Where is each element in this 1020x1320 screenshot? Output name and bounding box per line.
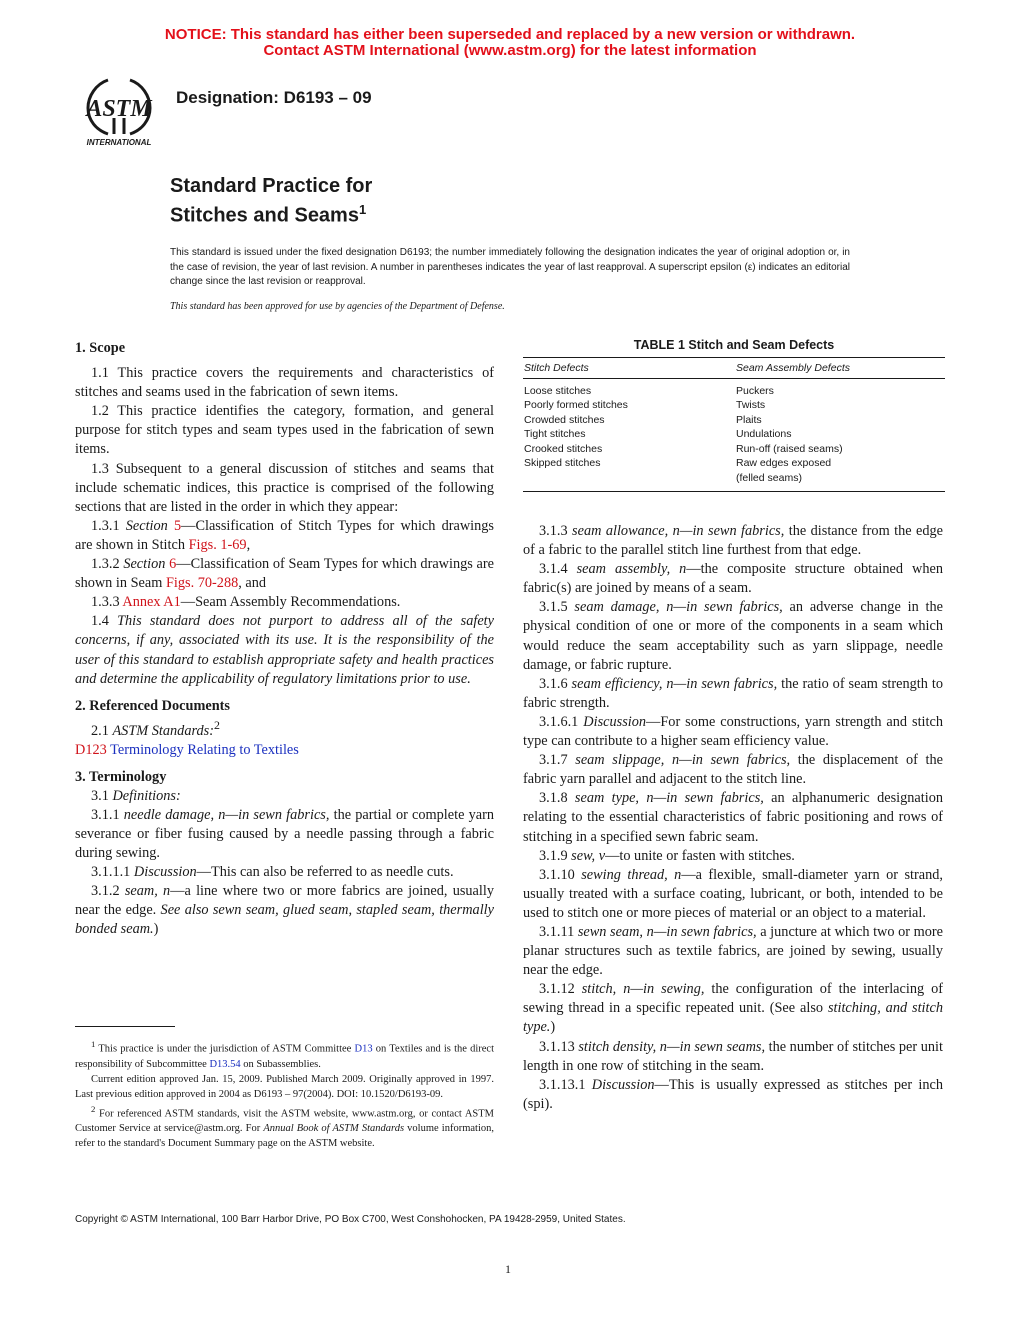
designation: Designation: D6193 – 09	[176, 88, 372, 107]
def-3-1-9: 3.1.9 sew, v—to unite or fasten with stitches.	[539, 847, 795, 864]
def-3-1-5: 3.1.5 seam damage, n—in sewn fabrics, an adverse change in the physical condition of one or more of the components in a seam which would reduce the seam acceptability such as yarn slippage, needle damage, or fabric rupture.	[523, 599, 943, 673]
def-3-1-2: 3.1.2 seam, n—a line where two or more fabrics are joined, usually near the edge. See also sewn seam, glued seam, stapled seam, thermally bonded seam.)	[75, 883, 494, 938]
referenced-heading: 2. Referenced Documents	[75, 697, 230, 714]
copyright: Copyright © ASTM International, 100 Barr Harbor Drive, PO Box C700, West Conshohocken, PA 19428-2959, United States.	[75, 1214, 626, 1225]
footnote-2: $^2$ For referenced ASTM standards, visit the ASTM website, www.astm.org, or contact ASTM Customer Service at service@astm.org. For Annual Book of ASTM Standards volume information, refer to the standard's Document Summary page on the ASTM website.	[75, 1103, 494, 1149]
table-row: Poorly formed stitches Twists	[524, 399, 766, 411]
def-3-1-1-1: 3.1.1.1 Discussion—This can also be referred to as needle cuts.	[91, 864, 454, 881]
footnote-1: $^1$ This practice is under the jurisdiction of ASTM Committee D13 on Textiles and is the direct responsibility of Subcommittee D13.54 on Subassemblies.	[75, 1039, 494, 1070]
d13-54-link[interactable]: D13.54	[209, 1058, 241, 1070]
figs-1-69-link[interactable]: Figs. 1-69	[188, 536, 247, 553]
approved-note: This standard has been approved for use by agencies of the Department of Defense.	[170, 301, 505, 312]
d13-link[interactable]: D13	[354, 1043, 373, 1055]
page-number: 1	[505, 1262, 511, 1276]
def-3-1-7: 3.1.7 seam slippage, n—in sewn fabrics, the displacement of the fabric yarn parallel and adjacent to the stitch line.	[523, 752, 943, 788]
def-3-1-6: 3.1.6 seam efficiency, n—in sewn fabrics, the ratio of seam strength to fabric strength.	[523, 675, 943, 711]
table-row: Skipped stitches Raw edges exposed	[524, 457, 832, 469]
d123-title-link[interactable]: Terminology Relating to Textiles	[110, 741, 299, 758]
table-row: Tight stitches Undulations	[524, 428, 792, 440]
figs-70-288-link[interactable]: Figs. 70-288	[165, 575, 239, 592]
notice-line-2: Contact ASTM International (www.astm.org) for the latest information	[263, 42, 757, 59]
para-1-3-2: 1.3.2 Section 6—Classification of Seam Types for which drawings are shown in Seam Figs. 70-288, and	[75, 556, 495, 592]
def-3-1-13: 3.1.13 stitch density, n—in sewn seams, the number of stitches per unit length in one row of stitching in the seam.	[523, 1038, 943, 1074]
table-row: (felled seams)	[523, 471, 945, 492]
def-3-1-13-1: 3.1.13.1 Discussion—This is usually expressed as stitches per inch (spi).	[523, 1076, 943, 1112]
def-3-1-12: 3.1.12 stitch, n—in sewing, the configuration of the interlacing of sewing thread in a specific repeated unit. (See also stitching, and stitch type.)	[523, 981, 943, 1036]
para-1-3: 1.3 Subsequent to a general discussion of stitches and seams that include schematic indices, this practice is comprised of the following sections that are listed in the order in which they appear:	[75, 460, 494, 515]
d123-link[interactable]: D123	[75, 741, 107, 758]
referenced-doc	[75, 741, 494, 760]
annex-a1-link[interactable]: Annex A1	[122, 594, 181, 611]
terminology-heading: 3. Terminology	[75, 768, 167, 785]
def-3-1-1: 3.1.1 needle damage, n—in sewn fabrics, the partial or complete yarn severance or fiber fusing caused by a needle passing through a fabric during sewing.	[75, 806, 494, 862]
astm-logo	[78, 76, 160, 148]
title-footnote-ref[interactable]: 1	[358, 202, 367, 217]
issued-note: This standard is issued under the fixed designation D6193; the number immediately following the designation indicates the year of original adoption or, in the case of revision, the year of last revision. A number in parentheses indicates the year of last reapproval. A superscript epsilon (ε) indicates an editorial change since the last revision or reapproval.	[170, 247, 850, 287]
def-3-1-10: 3.1.10 sewing thread, n—a flexible, small-diameter yarn or strand, usually treated with a surface coating, lubricant, or both, intended to be used to stitch one or more pieces of material or an object to a material.	[523, 866, 944, 921]
table-header-stitch: Stitch Defects	[523, 358, 735, 379]
footnote-rule	[75, 1026, 175, 1027]
table-row: Crooked stitches Run-off (raised seams)	[524, 442, 843, 455]
table-caption: TABLE 1 Stitch and Seam Defects	[633, 338, 835, 352]
table-row: Crowded stitches Plaits	[524, 413, 762, 426]
right-column	[523, 522, 943, 1114]
def-3-1-6-1: 3.1.6.1 Discussion—For some constructions, yarn strength and stitch type can contribute to a higher seam efficiency value.	[523, 713, 943, 750]
notice-line-1: NOTICE: This standard has either been superseded and replaced by a new version or withdrawn.	[164, 26, 856, 43]
para-1-3-1: 1.3.1 Section 5—Classification of Stitch Types for which drawings are shown in Stitch Figs. 1-69,	[75, 517, 494, 553]
def-3-1-3: 3.1.3 seam allowance, n—in sewn fabrics, the distance from the edge of a fabric to the parallel stitch line furthest from that edge.	[523, 523, 944, 559]
para-1-4: 1.4 This standard does not purport to address all of the safety concerns, if any, associated with its use. It is the responsibility of the user of this standard to establish appropriate safety and health practices and determine the applicability of regulatory limitations prior to use.	[75, 613, 494, 687]
footnote-1-edition: Current edition approved Jan. 15, 2009. Published March 2009. Originally approved in 1997. Last previous edition approved in 2004 as D6193 – 97(2004). DOI: 10.1520/D6193-09.	[75, 1073, 494, 1100]
logo-sub: INTERNATIONAL	[86, 138, 152, 147]
logo-text: ASTM	[86, 96, 152, 122]
para-1-2: 1.2 This practice identifies the category, formation, and general purpose for stitch types and seam types used in the fabrication of sewn items.	[75, 403, 494, 458]
defects-table	[523, 357, 945, 492]
section-5-link[interactable]: 5	[174, 517, 182, 534]
para-1-3-3: 1.3.3 Annex A1—Seam Assembly Recommendations.	[91, 594, 401, 611]
def-3-1-11: 3.1.11 sewn seam, n—in sewn fabrics, a juncture at which two or more planar structures such as textile fabrics, are joined by sewing, usually near the edge.	[523, 923, 943, 979]
footnotes	[75, 1037, 494, 1151]
scope-heading: 1. Scope	[75, 340, 126, 356]
table-header-seam: Seam Assembly Defects	[735, 358, 945, 379]
def-3-1-4: 3.1.4 seam assembly, n—the composite structure obtained when fabric(s) are joined by means of a seam.	[523, 561, 944, 597]
left-column	[75, 339, 494, 940]
para-1-1: 1.1 This practice covers the requirements and characteristics of stitches and seams used in the fabrication of sewn items.	[75, 365, 494, 401]
para-2-1: 2.1 ASTM Standards:$^2$	[91, 717, 220, 739]
table-row: Loose stitches Puckers	[524, 384, 774, 397]
title-line-2: Stitches and Seams	[170, 204, 359, 227]
title-line-1: Standard Practice for	[170, 175, 373, 197]
para-3-1: 3.1 Definitions:	[91, 787, 181, 804]
page-title	[170, 174, 372, 228]
section-6-link[interactable]: 6	[169, 556, 177, 573]
def-3-1-8: 3.1.8 seam type, n—in sewn fabrics, an alphanumeric designation relating to the essential characteristics of fabric positioning and rows of stitching in a specified sewn fabric seam.	[523, 790, 943, 845]
